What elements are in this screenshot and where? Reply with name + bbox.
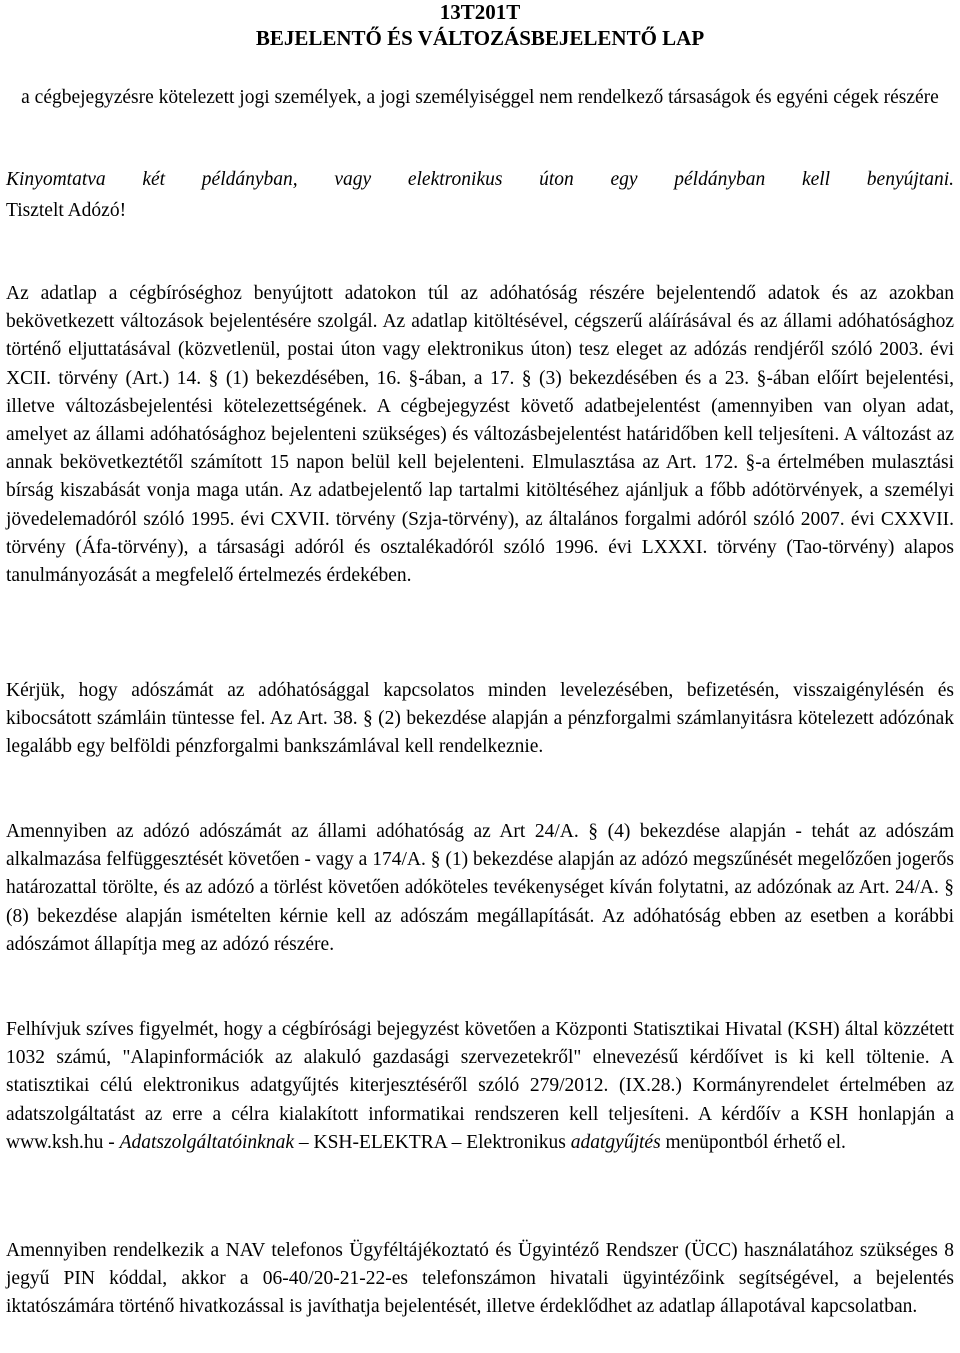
ksh-text-start: Felhívjuk szíves figyelmét, hogy a cégbírósági bejegyzést követően a Központi Statisztikai Hivatal (KSH) által közzétett 1032 számú, "Alapinformációk az alakuló gazdasági szervezetekről" elnevezésű kérdőívet is ki kell töltenie. A statisztikai célú elektronikus adatgyűjtés kiterjesztéséről szóló 279/2012. (IX.28.) Kormányrendelet értelmében az adatszolgáltatást az erre a célra kialakított informatikai rendszeren kell teljesíteni. A kérdőív a KSH honlapján a www.ksh.hu - <box>6 1019 954 1153</box>
paragraph-tax-number-restoration: Amennyiben az adózó adószámát az állami adóhatóság az Art 24/A. § (4) bekezdése alapján - tehát az adószám alkalmazása felfüggesztését követően - vagy a 174/A. § (1) bekezdése alapján az adózó megszűnését megelőzően jogerős határozattal törölte, és az adózó a törlést követően adóköteles tevékenységet kíván folytatni, az adózónak az Art. 24/A. § (8) bekezdése alapján ismételten kérnie kell az adószám megállapítását. Az adóhatóság ebben az esetben a korábbi adószámot állapítja meg az adózó részére. <box>6 821 954 955</box>
ksh-menu-italic-2: adatgyűjtés <box>570 1131 661 1153</box>
form-code: 13T201T <box>439 0 521 24</box>
ksh-menu-italic-1: Adatszolgáltatóinknak <box>119 1131 294 1153</box>
form-title: BEJELENTŐ ÉS VÁLTOZÁSBEJELENTŐ LAP <box>255 26 705 50</box>
paragraph-purpose: Az adatlap a cégbíróséghoz benyújtott adatokon túl az adóhatóság részére bejelentendő adatok és az azokban bekövetkezett változások bejelentésére szolgál. Az adatlap kitöltésével, cégszerű aláírásával és az állami adóhatósághoz történő eljuttatásával (közvetlenül, postai úton vagy elektronikus úton) tesz eleget az adózás rendjéről szóló 2003. évi XCII. törvény (Art.) 14. § (1) bekezdésében, 16. §-ában, a 17. § (3) bekezdésében és a 23. §-ában előírt bejelentési, illetve változásbejelentési kötelezettségének. A cégbejegyzést követő adatbejelentést (amennyiben van olyan adat, amelyet az állami adóhatósághoz bejelenteni szükséges) és változásbejelentést határidőben kell teljesíteni. A változást az annak bekövetkeztétől számított 15 napon belül kell bejelenteni. Elmulasztása az Art. 172. §-a értelmében mulasztási bírság kiszabását vonja maga után. Az adatbejelentő lap tartalmi kitöltéséhez ajánljuk a főbb adótörvények, a személyi jövedelemadóról szóló 1995. évi CXVII. törvény (Szja-törvény), az általános forgalmi adóról szóló 2007. évi CXXVII. törvény (Áfa-törvény), a társasági adóról és osztalékadóról szóló 1996. évi LXXXI. törvény (Tao-törvény) alapos tanulmányozását a megfelelő értelmezés érdekében. <box>6 283 954 587</box>
ksh-text-mid: – KSH-ELEKTRA – Elektronikus <box>293 1131 571 1153</box>
paragraph-tax-number: Kérjük, hogy adószámát az adóhatósággal kapcsolatos minden levelezésében, befizetésén, visszaigénylésén és kibocsátott számláin tüntesse fel. Az Art. 38. § (2) bekezdése alapján a pénzforgalmi számlanyitásra kötelezett adózónak legalább egy belföldi pénzforgalmi bankszámlával kell rendelkeznie. <box>6 680 954 758</box>
paragraph-ksh-questionnaire <box>6 1016 954 1157</box>
ksh-text-end: menüpontból érhető el. <box>660 1131 846 1153</box>
form-subtitle: a cégbejegyzésre kötelezett jogi személyek, a jogi személyiséggel nem rendelkező társaságok és egyéni cégek részére <box>21 87 939 108</box>
greeting: Tisztelt Adózó! <box>6 200 127 221</box>
paragraph-ucc-pin: Amennyiben rendelkezik a NAV telefonos Ügyféltájékoztató és Ügyintéző Rendszer (ÜCC) használatához szükséges 8 jegyű PIN kóddal, akkor a 06-40/20-21-22-es telefonszámon hivatali ügyintézőink segítségével, a bejelentés iktatószámára történő hivatkozással is javíthatja bejelentését, illetve érdeklődhet az adatlap állapotával kapcsolatban. <box>6 1240 954 1318</box>
submission-instruction: Kinyomtatva két példányban, vagy elektronikus úton egy példányban kell benyújtani. <box>6 169 954 190</box>
